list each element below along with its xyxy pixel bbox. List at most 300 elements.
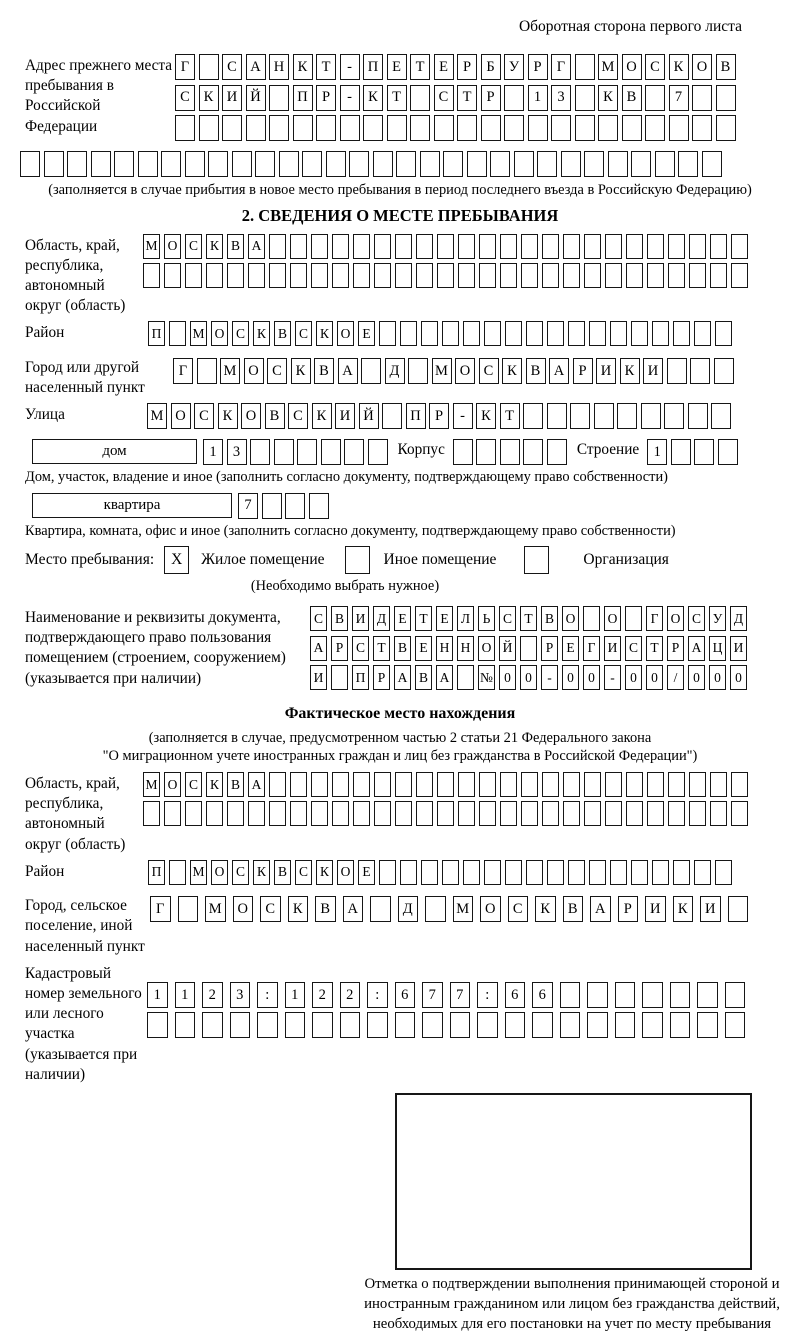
char-cell[interactable]: [710, 263, 727, 288]
char-cell[interactable]: [457, 115, 477, 141]
char-cell[interactable]: [382, 403, 402, 429]
char-cell[interactable]: [274, 439, 294, 465]
char-cell[interactable]: О: [233, 896, 254, 922]
char-cell[interactable]: [587, 1012, 608, 1038]
char-cell[interactable]: К: [669, 54, 689, 80]
char-cell[interactable]: [668, 234, 685, 259]
char-cell[interactable]: [185, 263, 202, 288]
char-cell[interactable]: [652, 860, 669, 885]
char-cell[interactable]: [208, 151, 228, 177]
char-cell[interactable]: О: [604, 606, 621, 631]
char-cell[interactable]: [421, 321, 438, 346]
char-cell[interactable]: [584, 151, 604, 177]
char-cell[interactable]: Т: [520, 606, 537, 631]
char-cell[interactable]: Т: [500, 403, 520, 429]
char-cell[interactable]: [673, 860, 690, 885]
char-cell[interactable]: [311, 263, 328, 288]
char-cell[interactable]: К: [535, 896, 556, 922]
char-cell[interactable]: [647, 234, 664, 259]
char-cell[interactable]: [138, 151, 158, 177]
char-cell[interactable]: К: [291, 358, 311, 384]
char-cell[interactable]: С: [232, 860, 249, 885]
char-cell[interactable]: Ь: [478, 606, 495, 631]
char-cell[interactable]: Г: [150, 896, 171, 922]
char-cell[interactable]: Т: [410, 54, 430, 80]
char-cell[interactable]: М: [453, 896, 474, 922]
char-cell[interactable]: [575, 85, 595, 111]
char-cell[interactable]: В: [563, 896, 584, 922]
char-cell[interactable]: [690, 358, 710, 384]
char-cell[interactable]: [521, 801, 538, 826]
char-cell[interactable]: [670, 1012, 691, 1038]
char-cell[interactable]: К: [316, 860, 333, 885]
char-cell[interactable]: [175, 115, 195, 141]
char-cell[interactable]: -: [604, 665, 621, 690]
char-cell[interactable]: С: [625, 636, 642, 661]
char-cell[interactable]: С: [232, 321, 249, 346]
char-cell[interactable]: [647, 772, 664, 797]
char-cell[interactable]: [199, 54, 219, 80]
char-cell[interactable]: [311, 772, 328, 797]
char-cell[interactable]: [232, 151, 252, 177]
char-cell[interactable]: [731, 263, 748, 288]
char-cell[interactable]: [44, 151, 64, 177]
char-cell[interactable]: [169, 860, 186, 885]
char-cell[interactable]: [476, 439, 496, 465]
char-cell[interactable]: [570, 403, 590, 429]
char-cell[interactable]: А: [310, 636, 327, 661]
char-cell[interactable]: [598, 115, 618, 141]
char-cell[interactable]: [547, 860, 564, 885]
char-cell[interactable]: [710, 801, 727, 826]
char-cell[interactable]: П: [148, 860, 165, 885]
char-cell[interactable]: К: [363, 85, 383, 111]
char-cell[interactable]: [484, 321, 501, 346]
char-cell[interactable]: [143, 263, 160, 288]
char-cell[interactable]: [185, 801, 202, 826]
char-cell[interactable]: [694, 321, 711, 346]
char-cell[interactable]: [484, 860, 501, 885]
char-cell[interactable]: [505, 1012, 526, 1038]
char-cell[interactable]: [206, 263, 223, 288]
char-cell[interactable]: К: [502, 358, 522, 384]
char-cell[interactable]: [227, 263, 244, 288]
char-cell[interactable]: 0: [730, 665, 747, 690]
char-cell[interactable]: [302, 151, 322, 177]
char-cell[interactable]: Д: [398, 896, 419, 922]
char-cell[interactable]: [514, 151, 534, 177]
char-cell[interactable]: :: [477, 982, 498, 1008]
char-cell[interactable]: У: [709, 606, 726, 631]
char-cell[interactable]: С: [434, 85, 454, 111]
char-cell[interactable]: [615, 1012, 636, 1038]
char-cell[interactable]: [664, 403, 684, 429]
char-cell[interactable]: [523, 403, 543, 429]
char-cell[interactable]: 1: [175, 982, 196, 1008]
char-cell[interactable]: [668, 263, 685, 288]
char-cell[interactable]: [479, 772, 496, 797]
char-cell[interactable]: Г: [551, 54, 571, 80]
char-cell[interactable]: [416, 263, 433, 288]
char-cell[interactable]: С: [295, 860, 312, 885]
char-cell[interactable]: [626, 263, 643, 288]
char-cell[interactable]: 1: [203, 439, 223, 465]
char-cell[interactable]: И: [222, 85, 242, 111]
char-cell[interactable]: [584, 234, 601, 259]
char-cell[interactable]: [626, 801, 643, 826]
char-cell[interactable]: С: [260, 896, 281, 922]
char-cell[interactable]: [285, 493, 305, 519]
char-cell[interactable]: [353, 801, 370, 826]
char-cell[interactable]: О: [455, 358, 475, 384]
char-cell[interactable]: [332, 263, 349, 288]
char-cell[interactable]: М: [143, 234, 160, 259]
char-cell[interactable]: [692, 85, 712, 111]
char-cell[interactable]: [269, 263, 286, 288]
char-cell[interactable]: А: [394, 665, 411, 690]
char-cell[interactable]: [715, 321, 732, 346]
char-cell[interactable]: Е: [436, 606, 453, 631]
char-cell[interactable]: [416, 801, 433, 826]
char-cell[interactable]: С: [508, 896, 529, 922]
char-cell[interactable]: [563, 234, 580, 259]
char-cell[interactable]: А: [343, 896, 364, 922]
char-cell[interactable]: [689, 263, 706, 288]
char-cell[interactable]: О: [171, 403, 191, 429]
char-cell[interactable]: [608, 151, 628, 177]
char-cell[interactable]: [479, 801, 496, 826]
char-cell[interactable]: [437, 234, 454, 259]
char-cell[interactable]: [477, 1012, 498, 1038]
char-cell[interactable]: Т: [457, 85, 477, 111]
char-cell[interactable]: И: [730, 636, 747, 661]
char-cell[interactable]: [711, 403, 731, 429]
char-cell[interactable]: Г: [175, 54, 195, 80]
char-cell[interactable]: К: [206, 772, 223, 797]
char-cell[interactable]: [91, 151, 111, 177]
char-cell[interactable]: Т: [415, 606, 432, 631]
char-cell[interactable]: [605, 772, 622, 797]
char-cell[interactable]: 7: [422, 982, 443, 1008]
char-cell[interactable]: Р: [618, 896, 639, 922]
char-cell[interactable]: К: [476, 403, 496, 429]
char-cell[interactable]: [526, 321, 543, 346]
char-cell[interactable]: А: [248, 234, 265, 259]
char-cell[interactable]: 3: [227, 439, 247, 465]
char-cell[interactable]: [523, 439, 543, 465]
char-cell[interactable]: В: [227, 234, 244, 259]
char-cell[interactable]: [361, 358, 381, 384]
char-cell[interactable]: [457, 665, 474, 690]
house-widebox[interactable]: дом: [32, 439, 197, 464]
char-cell[interactable]: Д: [730, 606, 747, 631]
char-cell[interactable]: 0: [688, 665, 705, 690]
char-cell[interactable]: [367, 1012, 388, 1038]
char-cell[interactable]: 7: [238, 493, 258, 519]
char-cell[interactable]: -: [340, 85, 360, 111]
char-cell[interactable]: [505, 860, 522, 885]
char-cell[interactable]: [500, 801, 517, 826]
char-cell[interactable]: [269, 115, 289, 141]
char-cell[interactable]: [667, 358, 687, 384]
char-cell[interactable]: [395, 234, 412, 259]
char-cell[interactable]: Р: [541, 636, 558, 661]
char-cell[interactable]: [568, 860, 585, 885]
char-cell[interactable]: Д: [373, 606, 390, 631]
char-cell[interactable]: [631, 321, 648, 346]
char-cell[interactable]: Й: [359, 403, 379, 429]
char-cell[interactable]: [293, 115, 313, 141]
char-cell[interactable]: [420, 151, 440, 177]
char-cell[interactable]: А: [338, 358, 358, 384]
char-cell[interactable]: [309, 493, 329, 519]
char-cell[interactable]: [537, 151, 557, 177]
char-cell[interactable]: [551, 115, 571, 141]
char-cell[interactable]: П: [352, 665, 369, 690]
char-cell[interactable]: С: [479, 358, 499, 384]
char-cell[interactable]: Р: [481, 85, 501, 111]
char-cell[interactable]: [442, 860, 459, 885]
char-cell[interactable]: О: [622, 54, 642, 80]
char-cell[interactable]: Е: [415, 636, 432, 661]
char-cell[interactable]: :: [367, 982, 388, 1008]
char-cell[interactable]: Н: [457, 636, 474, 661]
char-cell[interactable]: [714, 358, 734, 384]
char-cell[interactable]: И: [335, 403, 355, 429]
char-cell[interactable]: [453, 439, 473, 465]
char-cell[interactable]: И: [352, 606, 369, 631]
char-cell[interactable]: Р: [429, 403, 449, 429]
char-cell[interactable]: [349, 151, 369, 177]
char-cell[interactable]: [458, 801, 475, 826]
char-cell[interactable]: [626, 772, 643, 797]
char-cell[interactable]: [269, 234, 286, 259]
char-cell[interactable]: С: [185, 772, 202, 797]
char-cell[interactable]: [647, 263, 664, 288]
char-cell[interactable]: [645, 115, 665, 141]
char-cell[interactable]: [269, 85, 289, 111]
char-cell[interactable]: 1: [528, 85, 548, 111]
char-cell[interactable]: [395, 801, 412, 826]
checkbox-other-premises[interactable]: [345, 546, 370, 574]
checkbox-organization[interactable]: [524, 546, 549, 574]
char-cell[interactable]: [416, 772, 433, 797]
char-cell[interactable]: Л: [457, 606, 474, 631]
char-cell[interactable]: [689, 801, 706, 826]
char-cell[interactable]: [500, 234, 517, 259]
char-cell[interactable]: [594, 403, 614, 429]
char-cell[interactable]: Т: [387, 85, 407, 111]
char-cell[interactable]: [379, 321, 396, 346]
char-cell[interactable]: П: [406, 403, 426, 429]
char-cell[interactable]: [290, 263, 307, 288]
char-cell[interactable]: [520, 636, 537, 661]
char-cell[interactable]: [169, 321, 186, 346]
char-cell[interactable]: М: [598, 54, 618, 80]
char-cell[interactable]: [463, 860, 480, 885]
char-cell[interactable]: [610, 321, 627, 346]
char-cell[interactable]: [311, 234, 328, 259]
char-cell[interactable]: [463, 321, 480, 346]
char-cell[interactable]: -: [453, 403, 473, 429]
char-cell[interactable]: К: [253, 860, 270, 885]
char-cell[interactable]: [255, 151, 275, 177]
char-cell[interactable]: П: [293, 85, 313, 111]
char-cell[interactable]: [560, 982, 581, 1008]
char-cell[interactable]: [368, 439, 388, 465]
char-cell[interactable]: А: [549, 358, 569, 384]
char-cell[interactable]: [161, 151, 181, 177]
char-cell[interactable]: [437, 801, 454, 826]
char-cell[interactable]: [547, 321, 564, 346]
char-cell[interactable]: В: [526, 358, 546, 384]
char-cell[interactable]: [450, 1012, 471, 1038]
char-cell[interactable]: [312, 1012, 333, 1038]
char-cell[interactable]: К: [316, 321, 333, 346]
char-cell[interactable]: /: [667, 665, 684, 690]
char-cell[interactable]: [395, 263, 412, 288]
char-cell[interactable]: 2: [312, 982, 333, 1008]
char-cell[interactable]: С: [288, 403, 308, 429]
char-cell[interactable]: [374, 801, 391, 826]
char-cell[interactable]: [528, 115, 548, 141]
char-cell[interactable]: [731, 801, 748, 826]
char-cell[interactable]: С: [295, 321, 312, 346]
char-cell[interactable]: [437, 263, 454, 288]
char-cell[interactable]: О: [667, 606, 684, 631]
char-cell[interactable]: [332, 801, 349, 826]
char-cell[interactable]: [425, 896, 446, 922]
char-cell[interactable]: В: [622, 85, 642, 111]
char-cell[interactable]: В: [227, 772, 244, 797]
char-cell[interactable]: [326, 151, 346, 177]
char-cell[interactable]: В: [716, 54, 736, 80]
char-cell[interactable]: Т: [373, 636, 390, 661]
char-cell[interactable]: [610, 860, 627, 885]
char-cell[interactable]: О: [244, 358, 264, 384]
char-cell[interactable]: [206, 801, 223, 826]
char-cell[interactable]: [250, 439, 270, 465]
char-cell[interactable]: 0: [625, 665, 642, 690]
char-cell[interactable]: [379, 860, 396, 885]
char-cell[interactable]: [575, 115, 595, 141]
char-cell[interactable]: [631, 151, 651, 177]
char-cell[interactable]: [589, 321, 606, 346]
char-cell[interactable]: И: [700, 896, 721, 922]
char-cell[interactable]: Г: [583, 636, 600, 661]
char-cell[interactable]: М: [432, 358, 452, 384]
char-cell[interactable]: [642, 1012, 663, 1038]
char-cell[interactable]: [668, 772, 685, 797]
char-cell[interactable]: [710, 772, 727, 797]
char-cell[interactable]: [542, 263, 559, 288]
char-cell[interactable]: 0: [562, 665, 579, 690]
char-cell[interactable]: В: [331, 606, 348, 631]
char-cell[interactable]: 0: [583, 665, 600, 690]
char-cell[interactable]: С: [645, 54, 665, 80]
char-cell[interactable]: [246, 115, 266, 141]
char-cell[interactable]: А: [248, 772, 265, 797]
char-cell[interactable]: [175, 1012, 196, 1038]
char-cell[interactable]: [370, 896, 391, 922]
char-cell[interactable]: [257, 1012, 278, 1038]
char-cell[interactable]: -: [541, 665, 558, 690]
char-cell[interactable]: [67, 151, 87, 177]
char-cell[interactable]: С: [352, 636, 369, 661]
char-cell[interactable]: [311, 801, 328, 826]
char-cell[interactable]: [718, 439, 738, 465]
char-cell[interactable]: [716, 85, 736, 111]
char-cell[interactable]: О: [692, 54, 712, 80]
char-cell[interactable]: [408, 358, 428, 384]
char-cell[interactable]: [178, 896, 199, 922]
char-cell[interactable]: 1: [147, 982, 168, 1008]
char-cell[interactable]: Р: [316, 85, 336, 111]
char-cell[interactable]: [697, 982, 718, 1008]
char-cell[interactable]: [694, 439, 714, 465]
char-cell[interactable]: [615, 982, 636, 1008]
char-cell[interactable]: [584, 801, 601, 826]
char-cell[interactable]: [230, 1012, 251, 1038]
char-cell[interactable]: [410, 115, 430, 141]
char-cell[interactable]: Р: [373, 665, 390, 690]
char-cell[interactable]: М: [143, 772, 160, 797]
char-cell[interactable]: П: [148, 321, 165, 346]
char-cell[interactable]: Г: [646, 606, 663, 631]
char-cell[interactable]: [631, 860, 648, 885]
char-cell[interactable]: Й: [246, 85, 266, 111]
char-cell[interactable]: [692, 115, 712, 141]
char-cell[interactable]: [563, 263, 580, 288]
char-cell[interactable]: 7: [450, 982, 471, 1008]
char-cell[interactable]: [542, 772, 559, 797]
char-cell[interactable]: [725, 982, 746, 1008]
char-cell[interactable]: [332, 772, 349, 797]
char-cell[interactable]: О: [241, 403, 261, 429]
char-cell[interactable]: [542, 234, 559, 259]
char-cell[interactable]: Н: [436, 636, 453, 661]
char-cell[interactable]: В: [274, 321, 291, 346]
char-cell[interactable]: [321, 439, 341, 465]
char-cell[interactable]: Р: [331, 636, 348, 661]
char-cell[interactable]: [395, 772, 412, 797]
char-cell[interactable]: [526, 860, 543, 885]
char-cell[interactable]: А: [246, 54, 266, 80]
char-cell[interactable]: М: [190, 321, 207, 346]
char-cell[interactable]: В: [394, 636, 411, 661]
char-cell[interactable]: [500, 439, 520, 465]
char-cell[interactable]: [269, 801, 286, 826]
char-cell[interactable]: [248, 263, 265, 288]
char-cell[interactable]: М: [147, 403, 167, 429]
char-cell[interactable]: 2: [340, 982, 361, 1008]
char-cell[interactable]: Е: [394, 606, 411, 631]
char-cell[interactable]: [715, 860, 732, 885]
char-cell[interactable]: [521, 772, 538, 797]
char-cell[interactable]: [114, 151, 134, 177]
char-cell[interactable]: [584, 772, 601, 797]
char-cell[interactable]: [185, 151, 205, 177]
char-cell[interactable]: [143, 801, 160, 826]
char-cell[interactable]: [344, 439, 364, 465]
char-cell[interactable]: [702, 151, 722, 177]
char-cell[interactable]: [199, 115, 219, 141]
char-cell[interactable]: [505, 321, 522, 346]
char-cell[interactable]: К: [199, 85, 219, 111]
char-cell[interactable]: [670, 982, 691, 1008]
char-cell[interactable]: К: [288, 896, 309, 922]
checkbox-residential[interactable]: X: [164, 546, 189, 574]
